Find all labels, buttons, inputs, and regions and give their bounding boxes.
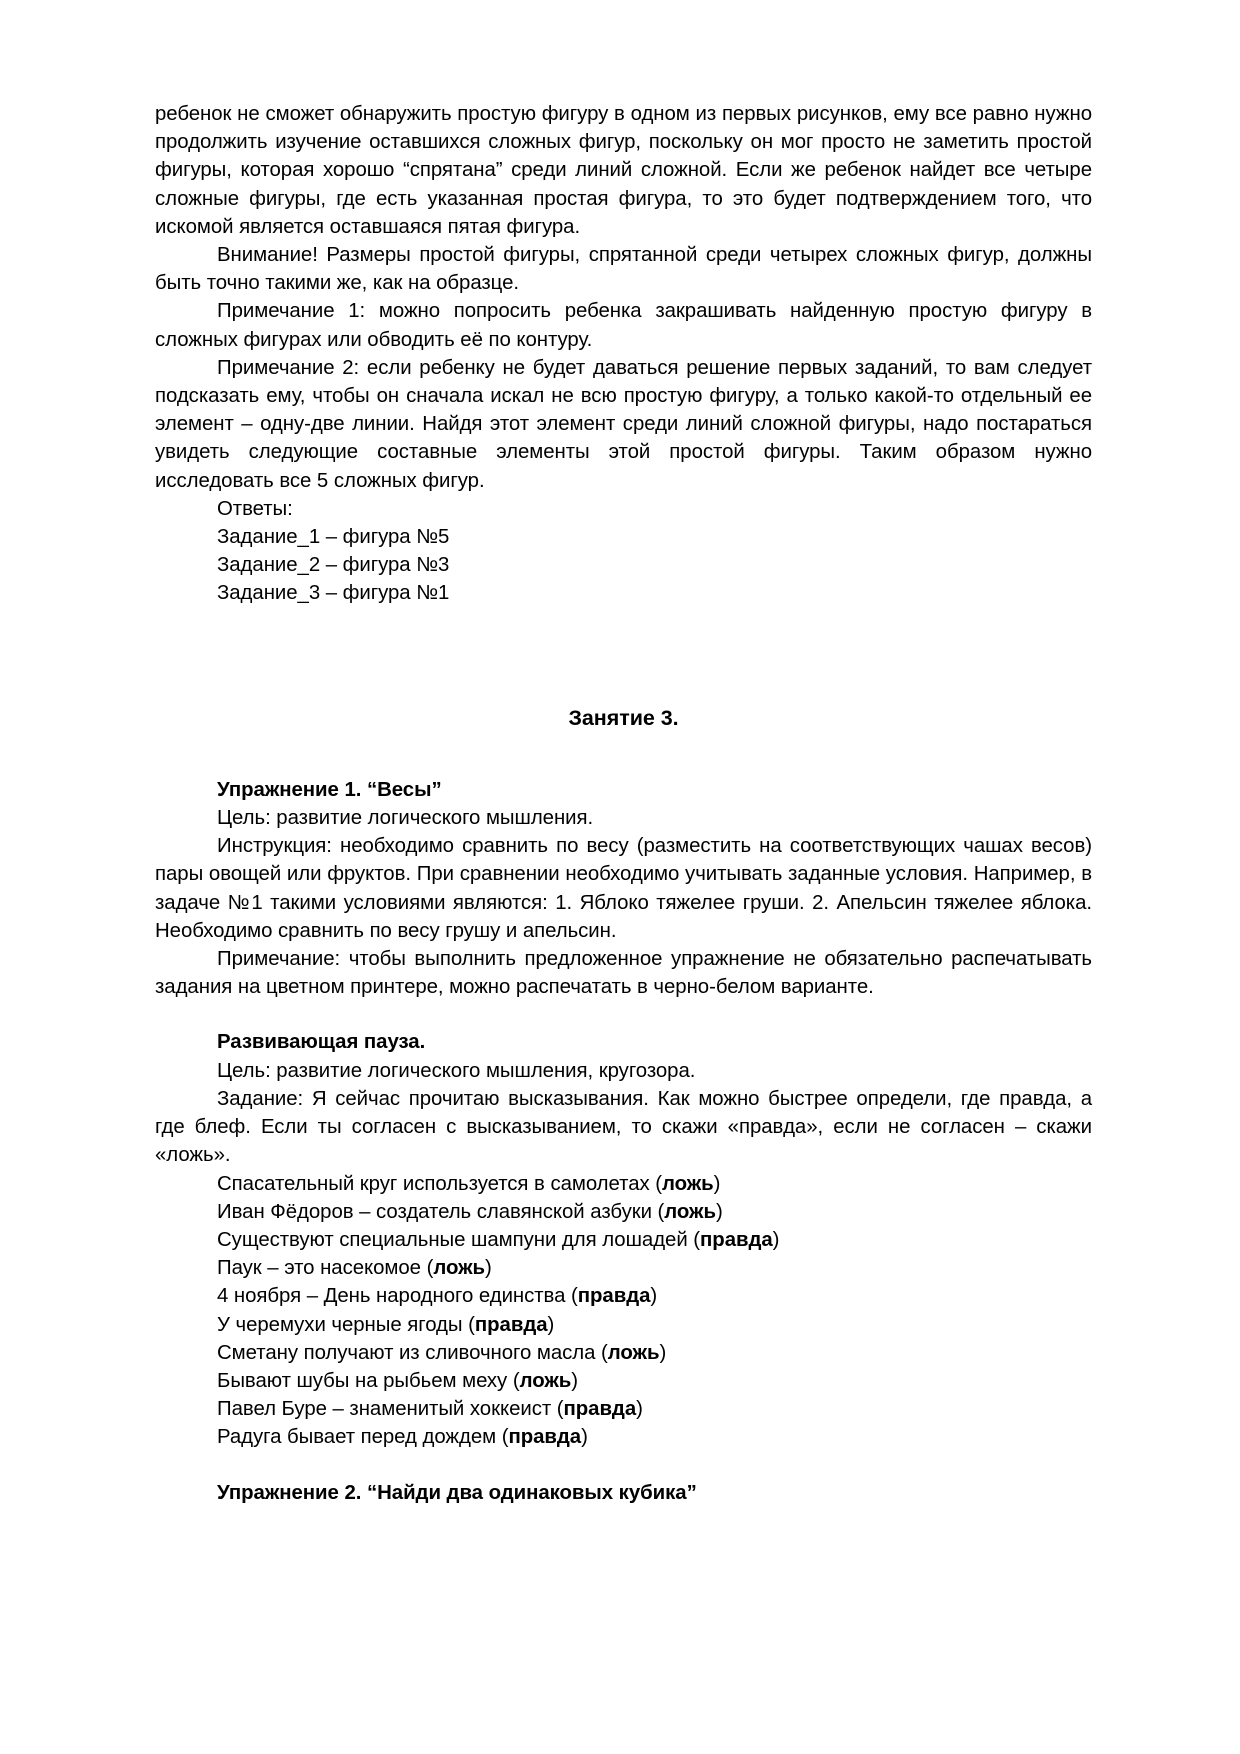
statement-answer: правда [577, 1285, 651, 1308]
answer-item-1: Задание_1 – фигура №5 [217, 526, 450, 549]
statement-item [155, 1226, 1092, 1254]
pause-heading: Развивающая пауза. [217, 1031, 426, 1054]
statement-text: Бывают шубы на рыбьем меху ( [217, 1369, 520, 1392]
answers-list [155, 523, 1092, 608]
exercise-1-heading: Упражнение 1. “Весы” [217, 778, 442, 801]
statement-item [155, 1395, 1092, 1423]
exercise-1-instruction: Инструкция: необходимо сравнить по весу (разместить на соответствующих чашах весов) пары овощей или фруктов. При сравнении необходимо учитывать заданные условия. Например, в задаче №1 такими условиями являются: 1. Яблоко тяжелее груши. 2. Апельсин тяжелее яблока. Необходимо сравнить по весу грушу и апельсин. [155, 835, 1092, 942]
statement-text: Спасательный круг используется в самолетах ( [217, 1172, 662, 1195]
statement-answer: правда [508, 1426, 582, 1449]
statement-paren-close: ) [659, 1341, 667, 1364]
statement-item [155, 1423, 1092, 1451]
statement-item [155, 1254, 1092, 1282]
statement-paren-close: ) [650, 1285, 658, 1308]
statement-text: Сметану получают из сливочного масла ( [217, 1341, 608, 1364]
answers-label: Ответы: [217, 497, 293, 520]
statement-item [155, 1198, 1092, 1226]
statement-item [155, 1282, 1092, 1310]
paragraph-attention: Внимание! Размеры простой фигуры, спрятанной среди четырех сложных фигур, должны быть точно такими же, как на образце. [155, 244, 1092, 295]
statement-answer: правда [700, 1228, 773, 1251]
paragraph-note-2: Примечание 2: если ребенку не будет даваться решение первых заданий, то вам следует подсказать ему, чтобы он сначала искал не всю простую фигуру, а только какой-то отдельный ее элемент – одну-две линии. Найдя этот элемент среди линий сложной фигуры, надо постараться увидеть следующие составные элементы этой простой фигуры. Таким образом нужно исследовать все 5 сложных фигур. [155, 356, 1092, 492]
spacer-after-lesson-title [155, 732, 1092, 776]
statement-paren-close: ) [715, 1200, 723, 1223]
pause-goal: Цель: развитие логического мышления, кругозора. [217, 1059, 696, 1082]
statement-item [155, 1170, 1092, 1198]
statement-text: Радуга бывает перед дождем ( [217, 1426, 509, 1449]
statement-item [155, 1311, 1092, 1339]
statement-paren-close: ) [713, 1172, 721, 1195]
statement-item [155, 1339, 1092, 1367]
statement-answer: правда [474, 1313, 548, 1336]
statement-paren-close: ) [484, 1257, 492, 1280]
statement-paren-close: ) [571, 1369, 578, 1392]
statement-answer: ложь [519, 1369, 572, 1392]
statement-text: У черемухи черные ягоды ( [217, 1313, 475, 1336]
statement-item [155, 1367, 1092, 1395]
statement-answer: ложь [664, 1200, 716, 1223]
statement-answer: ложь [662, 1172, 714, 1195]
lesson-title: Занятие 3. [568, 705, 679, 730]
statements-list [155, 1170, 1092, 1452]
statement-paren-close: ) [581, 1426, 588, 1449]
answer-item-2: Задание_2 – фигура №3 [217, 554, 450, 577]
exercise-2-heading: Упражнение 2. “Найди два одинаковых кубика” [217, 1481, 697, 1504]
paragraph-continued-intro: ребенок не сможет обнаружить простую фигуру в одном из первых рисунков, ему все равно нужно продолжить изучение оставшихся сложных фигур, поскольку он мог просто не заметить простой фигуры, которая хорошо “спрятана” среди линий сложной. Если же ребенок найдет все четыре сложные фигуры, где есть указанная простая фигура, то это будет подтверждением того, что искомой является оставшаяся пятая фигура. [155, 103, 1092, 238]
answer-item-3: Задание_3 – фигура №1 [217, 582, 450, 605]
statement-text: 4 ноября – День народного единства ( [217, 1285, 578, 1308]
statement-paren-close: ) [636, 1398, 643, 1421]
spacer-before-lesson-title [155, 608, 1092, 704]
statement-text: Паук – это насекомое ( [217, 1257, 434, 1280]
statement-text: Существуют специальные шампуни для лошадей ( [217, 1228, 701, 1251]
exercise-1-goal: Цель: развитие логического мышления. [217, 807, 594, 830]
pause-task: Задание: Я сейчас прочитаю высказывания. Как можно быстрее определи, где правда, а где блеф. Если ты согласен с высказыванием, то скажи «правда», если не согласен – скажи «ложь». [155, 1087, 1092, 1167]
statement-answer: правда [563, 1398, 637, 1421]
spacer-before-pause [155, 1001, 1092, 1028]
statement-answer: ложь [433, 1257, 485, 1280]
statement-text: Иван Фёдоров – создатель славянской азбуки ( [217, 1200, 665, 1223]
statement-answer: ложь [607, 1341, 660, 1364]
paragraph-note-1: Примечание 1: можно попросить ребенка закрашивать найденную простую фигуру в сложных фигурах или обводить её по контуру. [155, 300, 1092, 351]
statement-paren-close: ) [547, 1313, 555, 1336]
statement-text: Павел Буре – знаменитый хоккеист ( [217, 1398, 564, 1421]
spacer-before-exercise-2 [155, 1452, 1092, 1479]
document-body [155, 100, 1092, 1507]
exercise-1-note: Примечание: чтобы выполнить предложенное упражнение не обязательно распечатывать задания на цветном принтере, можно распечатать в черно-белом варианте. [155, 948, 1092, 999]
statement-paren-close: ) [772, 1228, 780, 1251]
